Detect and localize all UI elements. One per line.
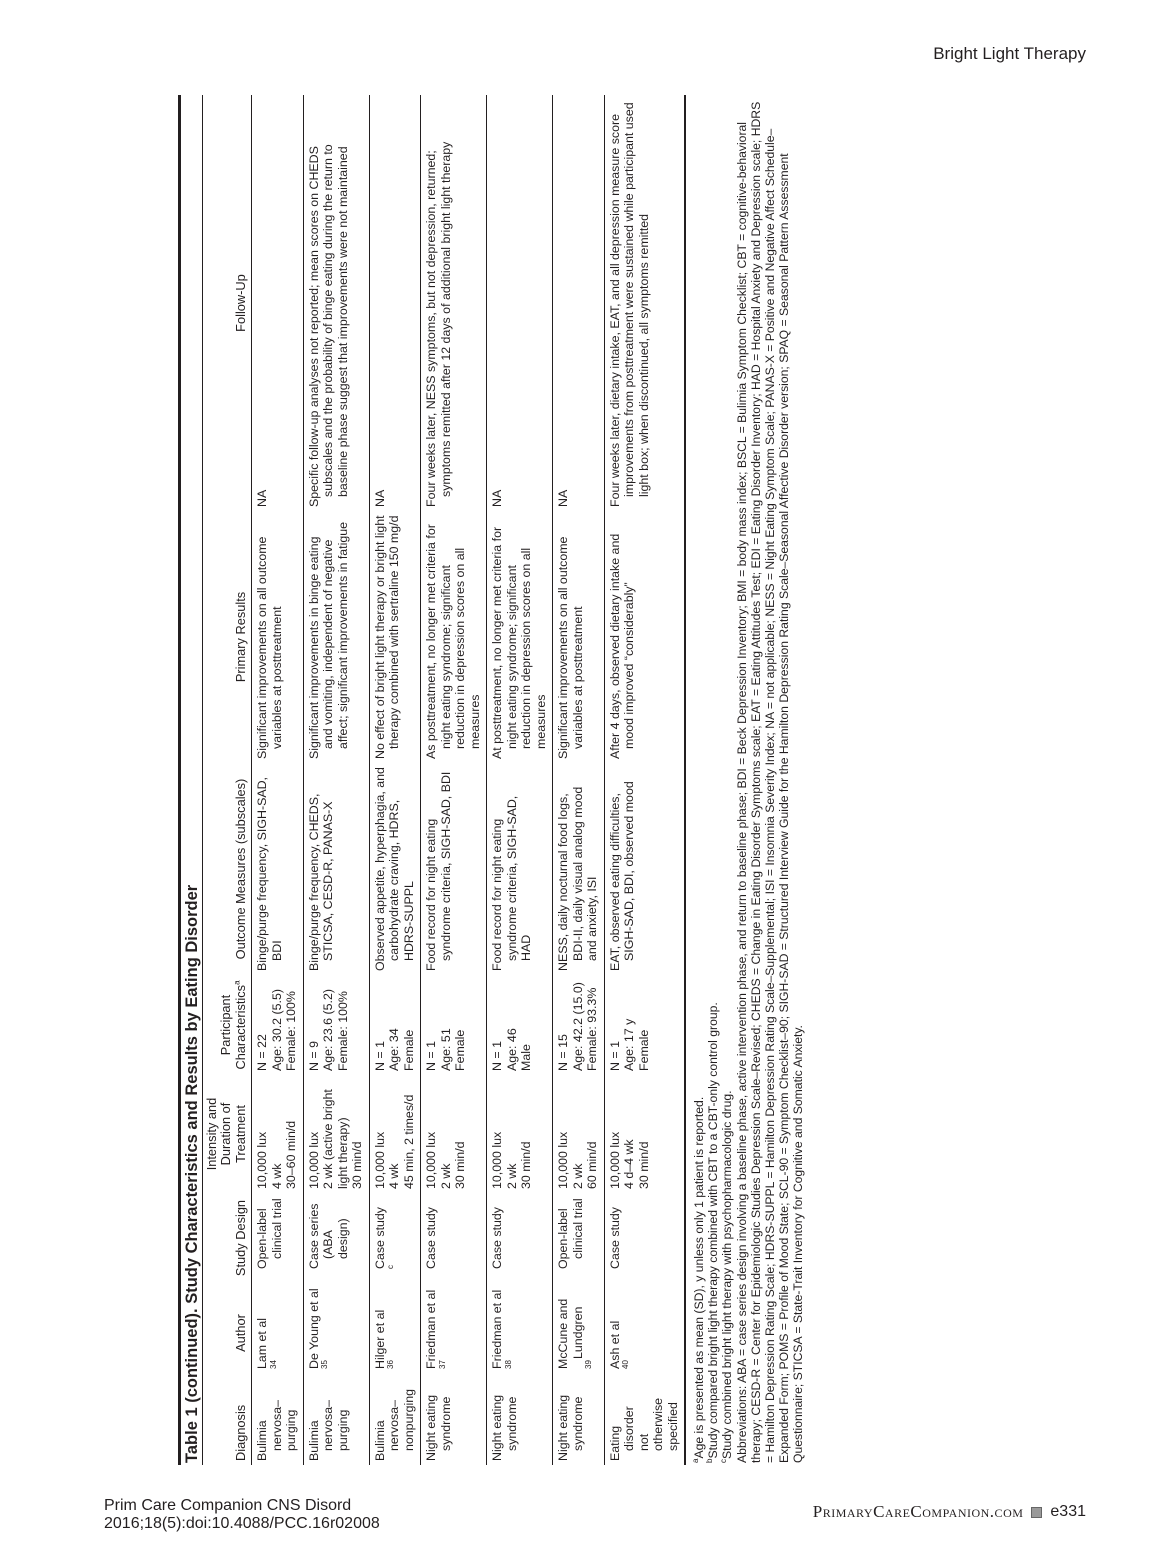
results-text: Significant improvements on all outcome variables at posttreatment — [556, 536, 585, 759]
footnote-c-mark: c — [719, 1459, 729, 1463]
study-design-text: Case study — [372, 1207, 387, 1269]
treatment-line: 4 wk — [387, 1163, 401, 1189]
treatment-line: 2 wk (active bright light therapy) — [321, 1089, 350, 1189]
cell-followup — [303, 95, 369, 511]
cell-results — [421, 511, 487, 763]
footer-citation — [104, 1497, 380, 1533]
study-design-text: Case study — [424, 1207, 438, 1269]
diagnosis-text: Night eating syndrome — [424, 1394, 453, 1461]
cell-diagnosis — [604, 1383, 685, 1465]
participant-line: Female — [636, 1029, 651, 1071]
cell-treatment — [421, 1075, 487, 1193]
footnote-b-text: Study compared bright light therapy combined with CBT to a CBT-only control group. — [706, 1002, 721, 1459]
participant-line: Age: 23.6 (5.2) — [321, 989, 335, 1071]
reference-number: 36 — [385, 1360, 395, 1369]
diagnosis-text: Bulimia nervosa–purging — [255, 1400, 298, 1461]
table-row — [369, 95, 421, 1465]
reference-number: 37 — [437, 1360, 447, 1369]
treatment-line: 30 min/d — [519, 1141, 533, 1189]
cell-outcome — [303, 763, 369, 975]
diagnosis-text: Night eating syndrome — [490, 1394, 519, 1461]
cell-participants — [553, 975, 605, 1075]
followup-text: NA — [556, 489, 570, 507]
footer-journal: Prim Care Companion CNS Disord — [104, 1497, 352, 1514]
outcome-text: Binge/purge frequency, SIGH-SAD, BDI — [255, 777, 284, 971]
diagnosis-text: Eating disorder not otherwise specified — [607, 1397, 680, 1461]
participant-line: Age: 42.2 (15.0) — [570, 982, 585, 1071]
design-wrap — [490, 1197, 505, 1279]
design-wrap — [608, 1197, 623, 1279]
cell-results — [369, 511, 421, 763]
results-text: At posttreatment, no longer met criteria for night eating syndrome; significant reduction in depression scores on all measures — [490, 526, 548, 759]
cell-study-design — [553, 1193, 605, 1283]
design-wrap — [424, 1197, 439, 1279]
followup-text: NA — [255, 489, 269, 507]
results-text: After 4 days, observed dietary intake and mood improved “considerably” — [607, 533, 636, 759]
treatment-line: 45 min, 2 times/d — [401, 1094, 416, 1189]
header-results: Primary Results — [203, 511, 252, 763]
study-design-text: Open-label clinical trial — [255, 1198, 284, 1269]
cell-participants — [421, 975, 487, 1075]
header-participants — [203, 975, 252, 1075]
outcome-text: Observed appetite, hyperphagia, and carbohydrate craving, HDRS, HDRS-SUPPL — [372, 767, 416, 971]
cell-study-design — [369, 1193, 421, 1283]
cell-treatment — [487, 1075, 553, 1193]
study-design-text: Open-label clinical trial — [556, 1198, 585, 1269]
treatment-line: 30 min/d — [453, 1141, 467, 1189]
cell-author — [252, 1283, 304, 1383]
reference-number: 39 — [583, 1360, 593, 1369]
design-wrap — [255, 1197, 284, 1279]
table-row — [487, 95, 553, 1465]
cell-diagnosis — [369, 1383, 421, 1465]
treatment-line: 30 min/d — [636, 1141, 651, 1189]
study-table — [203, 95, 687, 1465]
cell-followup — [252, 95, 304, 511]
outcome-text: Food record for night eating syndrome criteria, SIGH-SAD, HAD — [490, 795, 533, 971]
header-followup: Follow-Up — [203, 95, 252, 511]
cell-followup — [553, 95, 605, 511]
table-title: Table 1 (continued). Study Characteristics and Results by Eating Disorder — [181, 95, 203, 1465]
study-design-text: Case study — [607, 1207, 622, 1269]
footnote-a — [692, 95, 706, 1463]
cell-author — [303, 1283, 369, 1383]
cell-outcome — [553, 763, 605, 975]
header-diagnosis: Diagnosis — [203, 1383, 252, 1465]
cell-diagnosis — [487, 1383, 553, 1465]
reference-number: 35 — [319, 1360, 329, 1369]
participant-line: N = 9 — [306, 1041, 321, 1071]
outcome-text: NESS, daily nocturnal food logs, BDI-II, daily visual analog mood and anxiety, ISI — [556, 786, 599, 971]
treatment-line: 10,000 lux — [306, 1131, 321, 1189]
table-row — [421, 95, 487, 1465]
author-wrap — [608, 1287, 637, 1379]
reference-number: 34 — [268, 1360, 278, 1369]
results-text: Significant improvements in binge eating and vomiting, independent of negative affect; significant improvements in fatigue — [306, 521, 350, 759]
footnote-b-mark: b — [705, 1458, 715, 1463]
treatment-line: 2 wk — [504, 1163, 519, 1189]
cell-author — [421, 1283, 487, 1383]
cell-outcome — [252, 763, 304, 975]
table-row — [303, 95, 369, 1465]
cell-author — [369, 1283, 421, 1383]
author-name: Ash et al — [607, 1320, 622, 1369]
cell-participants — [303, 975, 369, 1075]
participant-line: Age: 51 — [438, 1028, 453, 1071]
author-name: Hilger et al — [372, 1309, 387, 1369]
table-row — [252, 95, 304, 1465]
treatment-line: 2 wk — [438, 1163, 453, 1189]
outcome-text: EAT, observed eating difficulties, SIGH-SAD, BDI, observed mood — [607, 781, 636, 971]
cell-outcome — [604, 763, 685, 975]
cell-participants — [604, 975, 685, 1075]
treatment-line: 10,000 lux — [255, 1131, 269, 1189]
cell-results — [604, 511, 685, 763]
cell-results — [553, 511, 605, 763]
treatment-line: 10,000 lux — [556, 1131, 570, 1189]
footnote-b — [706, 95, 720, 1463]
treatment-line: 30 min/d — [350, 1141, 364, 1189]
treatment-line: 2 wk — [570, 1163, 585, 1189]
cell-author — [604, 1283, 685, 1383]
author-wrap — [373, 1287, 402, 1379]
cell-treatment — [604, 1075, 685, 1193]
author-wrap — [255, 1287, 284, 1379]
table-row — [553, 95, 605, 1465]
diagnosis-text: Bulimia nervosa–purging — [306, 1400, 350, 1461]
table-header-row — [203, 95, 252, 1465]
participant-line: Female: 100% — [335, 991, 350, 1071]
participant-line: Female — [453, 1029, 467, 1071]
treatment-line: 30–60 min/d — [284, 1120, 298, 1189]
author-name: McCune and Lundgren — [556, 1298, 585, 1369]
cell-treatment — [252, 1075, 304, 1193]
cell-study-design — [421, 1193, 487, 1283]
treatment-line: 10,000 lux — [490, 1131, 504, 1189]
followup-text: NA — [372, 489, 387, 507]
cell-participants — [252, 975, 304, 1075]
participant-line: Age: 30.2 (5.5) — [269, 989, 284, 1071]
cell-followup — [604, 95, 685, 511]
study-design-text: Case series (ABA design) — [306, 1203, 350, 1269]
abbreviations: Abbreviations: ABA = case series design involving a baseline phase, active intervention phase, and return to baseline phase; BDI = Beck Depression Inventory; BMI = body mass index; BSCL = Bulimia Symptom Checklist; CBT = cognitive-behavioral therapy; CESD-R = Center for Epidemiologic Studies Depression Scale–Revised; CHEDS = Change in Eating Disorder Symptoms scale; EAT = Eating Attitudes Test; EDI = Eating Disorder Inventory; HAD = Hospital Anxiety and Depression scale; HDRS = Hamilton Depression Rating Scale; HDRS-SUPPL = Hamilton Depression Rating Scale–Supplemental; ISI = Insomnia Severity Index; NA = not applicable; NESS = Night Eating Symptom Scale; PANAS-X = Positive and Negative Affect Schedule–Expanded Form; POMS = Profile of Mood State; SCL-90 = Symptom Checklist–90; SIGH-SAD = Structured Interview Guide for the Hamilton Depression Rating Scale–Seasonal Affective Disorder version; SPAQ = Seasonal Pattern Assessment Questionnaire; STICSA = State-Trait Inventory for Cognitive and Somatic Anxiety. — [734, 101, 806, 1463]
author-wrap — [556, 1287, 600, 1379]
cell-diagnosis — [252, 1383, 304, 1465]
cell-outcome — [487, 763, 553, 975]
followup-text: Specific follow-up analyses not reported; mean scores on CHEDS subscales and the probability of binge eating during the return to baseline phase suggest that improvements were not maintained — [306, 144, 350, 507]
footnote-a-mark: a — [690, 1458, 700, 1463]
participant-line: Age: 34 — [387, 1028, 401, 1071]
cell-participants — [369, 975, 421, 1075]
header-study-design: Study Design — [203, 1193, 252, 1283]
participant-line: Male — [519, 1044, 533, 1071]
participant-line: N = 1 — [490, 1041, 504, 1071]
diagnosis-text: Night eating syndrome — [556, 1394, 585, 1461]
cell-treatment — [303, 1075, 369, 1193]
study-design-text: Case study — [490, 1207, 504, 1269]
author-name: Lam et al — [255, 1318, 269, 1369]
running-head: Bright Light Therapy — [933, 44, 1086, 63]
followup-text: Four weeks later, NESS symptoms, but not depression, returned; symptoms remitted after 12 days of additional bright light therapy — [424, 141, 453, 507]
reference-number: 38 — [503, 1360, 513, 1369]
cell-author — [487, 1283, 553, 1383]
outcome-text: Binge/purge frequency, CHEDS, STICSA, CESD-R, PANAS-X — [306, 793, 335, 971]
design-wrap — [556, 1197, 585, 1279]
results-text: No effect of bright light therapy or bright light therapy combined with sertraline 150 mg/d — [372, 515, 401, 759]
author-name: Friedman et al — [490, 1289, 504, 1369]
cell-diagnosis — [553, 1383, 605, 1465]
participant-line: N = 1 — [424, 1041, 438, 1071]
cell-outcome — [421, 763, 487, 975]
cell-followup — [369, 95, 421, 511]
cell-followup — [487, 95, 553, 511]
author-wrap — [307, 1287, 336, 1379]
cell-study-design — [487, 1193, 553, 1283]
footer-page-number: e331 — [1050, 1503, 1086, 1520]
author-name: Friedman et al — [424, 1289, 438, 1369]
participant-line: Female — [401, 1029, 416, 1071]
cell-results — [303, 511, 369, 763]
participant-line: Female: 100% — [284, 991, 298, 1071]
cell-results — [252, 511, 304, 763]
participant-line: Age: 17 y — [622, 1018, 636, 1071]
table-row — [604, 95, 685, 1465]
author-name: De Young et al — [306, 1288, 321, 1369]
reference-number: 40 — [620, 1360, 630, 1369]
results-text: Significant improvements on all outcome variables at posttreatment — [255, 536, 284, 759]
cell-participants — [487, 975, 553, 1075]
treatment-line: 10,000 lux — [424, 1131, 438, 1189]
table-panel — [178, 95, 1021, 1465]
cell-diagnosis — [421, 1383, 487, 1465]
table-notes — [692, 95, 806, 1465]
cell-study-design — [604, 1193, 685, 1283]
treatment-line: 4 wk — [269, 1163, 284, 1189]
footnote-mark: c — [385, 1265, 395, 1269]
cell-author — [553, 1283, 605, 1383]
treatment-line: 4 d–4 wk — [622, 1139, 636, 1189]
cell-followup — [421, 95, 487, 511]
header-participants-label: Participant Characteristics — [218, 984, 248, 1070]
header-treatment: Intensity and Duration of Treatment — [203, 1075, 252, 1193]
header-author: Author — [203, 1283, 252, 1383]
header-outcome: Outcome Measures (subscales) — [203, 763, 252, 975]
cell-outcome — [369, 763, 421, 975]
treatment-line: 60 min/d — [585, 1141, 599, 1189]
treatment-line: 10,000 lux — [372, 1131, 387, 1189]
footnote-c — [720, 95, 734, 1463]
participant-line: N = 1 — [607, 1041, 622, 1071]
author-wrap — [490, 1287, 519, 1379]
footer-site — [813, 1502, 1086, 1522]
cell-treatment — [369, 1075, 421, 1193]
author-wrap — [424, 1287, 453, 1379]
outcome-text: Food record for night eating syndrome criteria, SIGH-SAD, BDI — [424, 771, 453, 971]
cell-results — [487, 511, 553, 763]
participant-line: Female: 93.3% — [585, 987, 599, 1071]
footer-doi: 2016;18(5):doi:10.4088/PCC.16r02008 — [104, 1515, 380, 1532]
footnote-c-text: Study combined bright light therapy with psychopharmacologic drug. — [720, 1090, 735, 1459]
design-wrap — [373, 1197, 402, 1279]
results-text: As posttreatment, no longer met criteria for night eating syndrome; significant reduction in depression scores on all measures — [424, 524, 482, 759]
cell-treatment — [553, 1075, 605, 1193]
participant-line: N = 22 — [255, 1034, 269, 1071]
treatment-line: 10,000 lux — [607, 1131, 622, 1189]
footer-site-name[interactable]: PrimaryCareCompanion.com — [812, 1502, 1024, 1521]
footnote-a-text: Age is presented as mean (SD), y unless only 1 patient is reported. — [692, 1096, 706, 1459]
header-participants-footnote-mark: a — [232, 980, 242, 985]
design-wrap — [307, 1197, 351, 1279]
participant-line: Age: 46 — [504, 1028, 519, 1071]
cell-diagnosis — [303, 1383, 369, 1465]
cell-study-design — [252, 1193, 304, 1283]
followup-text: Four weeks later, dietary intake, EAT, and all depression measure score improvements from posttreatment were sustained while participant used light box; when discontinued, all symptoms remitted — [607, 102, 651, 507]
participant-line: N = 15 — [556, 1034, 570, 1071]
diagnosis-text: Bulimia nervosa–nonpurging — [372, 1388, 416, 1461]
participant-line: N = 1 — [372, 1041, 387, 1071]
cell-study-design — [303, 1193, 369, 1283]
square-bullet-icon — [1031, 1507, 1042, 1518]
followup-text: NA — [490, 489, 504, 507]
